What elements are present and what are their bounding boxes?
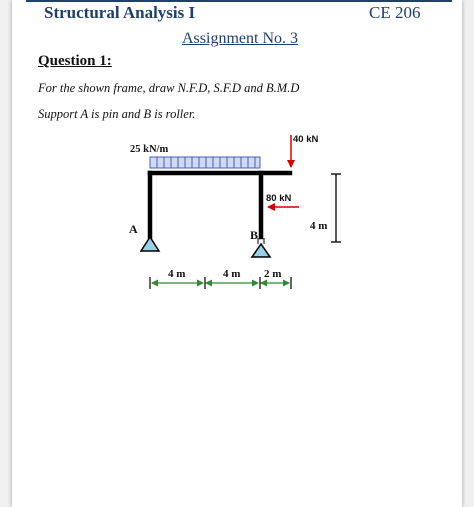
frame-members (150, 173, 290, 237)
height-dimension (331, 174, 341, 242)
height-label: 4 m (310, 220, 328, 232)
point-load-side-label: 80 kN (266, 193, 292, 204)
support-a-label: A (129, 222, 138, 236)
support-b-label: B (250, 228, 259, 242)
support-note: Support A is pin and B is roller. (38, 107, 196, 121)
pin-support-a (141, 237, 159, 251)
frame-diagram (12, 0, 462, 507)
question-instruction: For the shown frame, draw N.F.D, S.F.D and B.M.D (38, 81, 300, 95)
span-label-1: 4 m (168, 268, 186, 280)
point-load-top-label: 40 kN (293, 134, 319, 145)
udl-label: 25 kN/m (130, 144, 169, 155)
assignment-page (12, 0, 462, 507)
span-label-3: 2 m (264, 268, 282, 280)
course-title: Structural Analysis I (44, 3, 196, 22)
udl-load (150, 157, 260, 168)
question-label: Question 1: (38, 53, 112, 69)
course-code: CE 206 (369, 3, 421, 22)
assignment-title: Assignment No. 3 (182, 30, 298, 47)
span-label-2: 4 m (223, 268, 241, 280)
